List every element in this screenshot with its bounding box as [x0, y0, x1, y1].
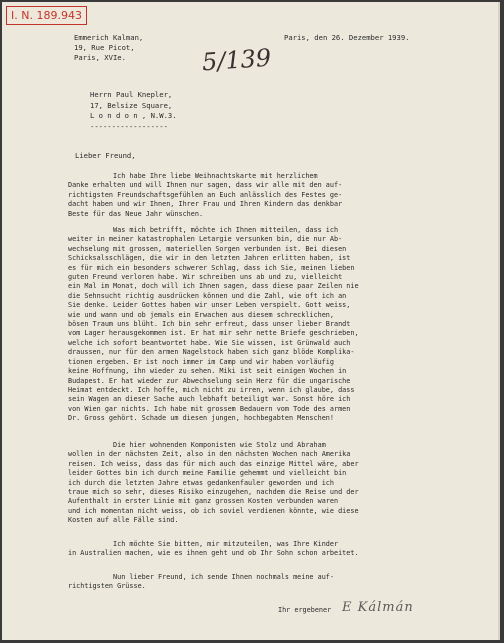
text-line: welche ich sofort beantwortet habe. Wie Sie wissen, ist Grünwald auch [68, 338, 351, 347]
text-line: ich durch die letzten Jahre etwas gedankenfauler geworden und ich [68, 478, 334, 487]
text-line: Heimat entdeckt. Ich hoffe, mich nicht zu irren, wenn ich glaube, dass [68, 385, 355, 394]
text-line: wollen in der nächsten Zeit, also in den nächsten Wochen nach Amerika [68, 450, 351, 459]
text-line: Aufenthalt in erster Linie mit ganz grossen Kosten verbunden waren [68, 497, 339, 506]
paragraph-america-travel [68, 441, 488, 526]
text-line: Was mich betrifft, möchte ich Ihnen mitteilen, dass ich [68, 226, 339, 234]
sender-line: 19, Rue Picot, [74, 43, 135, 52]
sender-address [74, 33, 143, 63]
text-line: bösen Traum uns blüht. Ich bin sehr erfreut, dass unser lieber Brandt [68, 320, 351, 329]
text-line: keine Hoffnung, ihn wieder zu sehen. Miki ist seit einigen Wochen in [68, 367, 347, 376]
text-line: Die hier wohnenden Komponisten wie Stolz und Abraham [68, 441, 326, 449]
text-line: Ich möchte Sie bitten, mir mitzuteilen, was Ihre Kinder [68, 540, 339, 548]
text-line: ein Mal im Monat, doch will ich Ihnen sagen, dass diese paar Zeilen nie [68, 282, 359, 291]
recipient-underline: ------------------ [90, 121, 168, 131]
text-line: wechselung mit grossen, materiellen Sorgen verbunden ist. Bei diesen [68, 244, 347, 253]
text-line: Kosten auf alle Fälle sind. [68, 516, 179, 525]
text-line: vom Lager herausgekommen ist. Er hat mir sehr nette Briefe geschrieben, [68, 329, 359, 338]
text-line: tionen ergeben. Er ist noch immer im Camp und wir haben vorläufig [68, 357, 334, 366]
text-line: Dr. Gross gehört. Schade um diesen jungen, hochbegabten Menschen! [68, 414, 334, 423]
text-line: Danke erhalten und will Ihnen nur sagen, dass wir alle mit den auf- [68, 181, 343, 190]
text-line: richtigsten Grüsse. [68, 582, 146, 591]
signature: E Kálmán [342, 600, 414, 615]
paragraph-personal-news [68, 226, 488, 424]
text-line: wie und wann und ob jemals ein Erwachen aus diesem schrecklichen, [68, 310, 334, 319]
paragraph-christmas-thanks [68, 172, 488, 219]
text-line: dacht haben und wir Ihnen, Ihrer Frau und Ihren Kindern das denkbar [68, 200, 343, 209]
text-line: von Wien gar nichts. Ich habe mit grossem Bedauern vom Tode des armen [68, 404, 351, 413]
folio-number: 5/139 [201, 43, 273, 77]
text-line: sein Wagen an dieser Sache auch lebhaft beteiligt war. Sonst höre ich [68, 395, 351, 404]
text-line: Schicksalsschlägen, die wir in den letzten Jahren erlitten haben, ist [68, 254, 351, 263]
recipient-line: L o n d o n , N.W.3. [90, 111, 177, 120]
recipient-line: 17, Belsize Square, [90, 100, 173, 110]
text-line: Nun lieber Freund, ich sende Ihnen nochmals meine auf- [68, 573, 334, 581]
text-line: traue mich so sehr, dieses Risiko einzugehen, nachdem die Reise und der [68, 488, 359, 497]
text-line: in Australien machen, wie es ihnen geht und ob Ihr Sohn schon arbeitet. [68, 549, 359, 558]
sender-line: Emmerich Kalman, [74, 33, 144, 42]
text-line: weiter in meiner katastrophalen Letargie versunken bin, die nur Ab- [68, 235, 343, 244]
date-line: Paris, den 26. Dezember 1939. [284, 33, 410, 42]
text-line: richtigsten Freundschaftsgefühlen an Euch anlässlich des Festes ge- [68, 190, 343, 199]
text-line: leider Gottes bin ich durch meine Familie gehemmt und vielleicht bin [68, 469, 347, 478]
text-line: Sie denke. Leider Gottes haben wir unser Leben verspielt. Gott weiss, [68, 301, 351, 310]
text-line: guten Freund verloren habe. Wir schreiben uns ab und zu, vielleicht [68, 273, 343, 282]
letter-page [2, 2, 500, 640]
recipient-address [90, 90, 177, 132]
closing-phrase: Ihr ergebener [278, 606, 332, 614]
salutation: Lieber Freund, [75, 151, 136, 160]
text-line: es für mich ein besonders schwerer Schlag, dass ich Sie, meinen lieben [68, 263, 355, 272]
text-line: draussen, nur für den armen Nagelstock haben sich ganz blöde Komplika- [68, 348, 355, 357]
text-line: reisen. Ich weiss, dass das für mich auch das einzige Mittel wäre, aber [68, 459, 359, 468]
recipient-line: Herrn Paul Knepler, [90, 90, 173, 99]
text-line: Ich habe Ihre liebe Weihnachtskarte mit herzlichem [68, 172, 318, 180]
text-line: Budapest. Er hat wieder zur Abwechselung sein Herz für die ungarische [68, 376, 351, 385]
paragraph-children-question [68, 540, 488, 559]
text-line: Beste für das Neue Jahr wünschen. [68, 209, 204, 218]
archive-stamp: I. N. 189.943 [6, 6, 87, 25]
text-line: die Sehnsucht richtig ausdrücken können und die Zahl, wie oft ich an [68, 291, 347, 300]
text-line: und ich momentan nicht weiss, ob ich soviel verdienen könnte, wie diese [68, 506, 359, 515]
sender-line: Paris, XVIe. [74, 53, 126, 62]
paragraph-closing-greetings [68, 573, 488, 592]
